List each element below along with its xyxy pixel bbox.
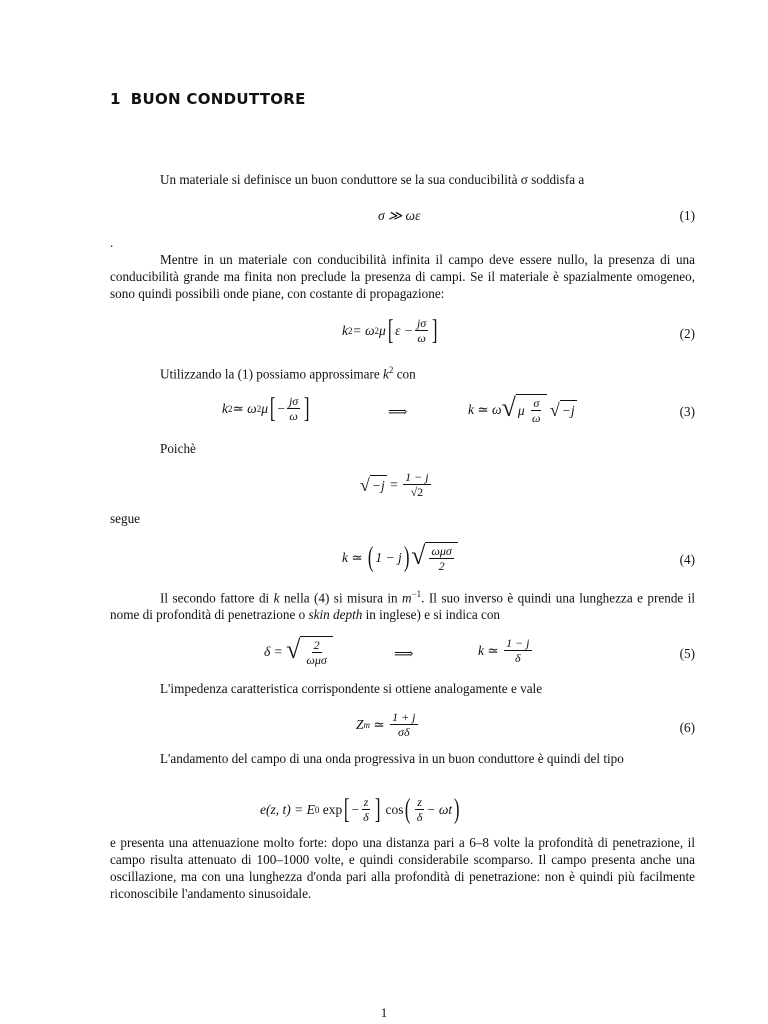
- eq3-right-bracket: ]: [304, 392, 310, 424]
- equation-3: [110, 392, 695, 432]
- paragraph-4: Poichè: [160, 441, 196, 456]
- eq3-arrow: ⟹: [388, 404, 408, 419]
- eq7-lhs: e(z, t) = E: [260, 801, 315, 817]
- eq7-right-paren: ): [454, 793, 460, 825]
- eq2-mid-sup: 2: [374, 325, 380, 336]
- eq2-den: ω: [417, 331, 426, 345]
- eq3-left-bracket: [: [269, 392, 276, 424]
- eq3-rfraction: [530, 396, 542, 425]
- eq4-sqrt: √ $\frac{\text{ωμσ}}{2}$: [411, 542, 458, 573]
- eq3-sup: 2: [228, 403, 233, 414]
- eq6-num: 1 + j: [392, 710, 416, 724]
- equation-3-rhs: [468, 394, 577, 425]
- equation-4: [110, 540, 695, 580]
- equation-4-body: [342, 542, 458, 573]
- eqs-mj: −j: [371, 477, 385, 493]
- eq4-right-paren: ): [403, 541, 410, 573]
- equation-sqrt: [110, 468, 695, 508]
- equation-2-tag: (2): [679, 326, 695, 341]
- equation-sqrt-body: [360, 470, 433, 499]
- paragraph-9: e presenta una attenuazione molto forte: dopo una distanza pari a 6–8 volte la profondità di penetrazione, il campo risulta attenuato di 100–1000 volte, e quindi considerabile scomparso. Il campo presenta anche una oscillazione, ma con una lunghezza d'onda pari alla profondità di penetrazione: non è quindi più facilmente riconoscibile l'andamento sinusoidale.: [110, 835, 695, 901]
- eq2-num: jσ: [416, 316, 427, 330]
- eq6-approx: ≃: [373, 716, 385, 732]
- equation-1: [110, 198, 695, 238]
- eq7-sub: 0: [314, 804, 320, 815]
- eq7-minus: −: [351, 801, 360, 817]
- p6-m: m: [402, 590, 412, 606]
- p3-before: Utilizzando la (1) possiamo approssimare: [160, 366, 380, 382]
- eq5-num: 2: [313, 638, 320, 652]
- eq5-den: ωμσ: [306, 653, 327, 667]
- eq6-lhs: Z: [356, 716, 364, 732]
- eq3-a-sup: 2: [256, 403, 262, 414]
- eq4-paren: 1 − j: [375, 549, 402, 565]
- eq2-mid: = ω: [352, 322, 375, 338]
- eq2-sup: 2: [348, 325, 353, 336]
- equation-6: [110, 708, 695, 748]
- eq5-rhs: k ≃: [478, 642, 499, 658]
- eqs-den-wrap: √2: [410, 485, 424, 499]
- p6-a: Il secondo fattore di: [160, 590, 270, 606]
- eq7-left-paren: (: [405, 793, 411, 825]
- eq3-rden: ω: [532, 411, 541, 425]
- eq6-den: σδ: [398, 725, 410, 739]
- eq3-sqrt-2: √ −j: [549, 399, 575, 420]
- p3-var: k: [383, 366, 389, 382]
- eq5-rfraction: [504, 636, 531, 665]
- eq3-num: jσ: [288, 394, 299, 408]
- eq4-lhs: k ≃: [342, 549, 363, 565]
- eq2-lhs: k: [342, 322, 348, 338]
- section-number: 1: [110, 90, 121, 108]
- p6-c: . Il suo inverso è quindi una lunghezza e prende il nome di profondità di penetrazione o: [110, 590, 696, 623]
- p6-b: nella (4) si misura in: [283, 590, 398, 606]
- eq7-cos: cos: [385, 801, 404, 817]
- eq4-den: 2: [438, 559, 445, 573]
- equation-5-lhs: [264, 636, 333, 667]
- eq3-rnum: σ: [533, 396, 540, 410]
- eq7-num: z: [363, 795, 369, 809]
- p6-d: in inglese) e si indica con: [365, 607, 501, 623]
- eq2-eps: ε −: [395, 322, 413, 338]
- eq4-left-paren: (: [367, 541, 374, 573]
- paragraph-5: segue: [110, 511, 141, 526]
- paragraph-7: L'impedenza caratteristica corrispondente si ottiene analogamente e vale: [160, 681, 543, 696]
- p6-k: k: [273, 590, 280, 606]
- eq3-rhs: k ≃ ω: [468, 401, 502, 417]
- eq7-fraction-1: [361, 795, 371, 824]
- eq7-den: δ: [363, 810, 369, 824]
- eq3-lhs: k: [222, 400, 228, 416]
- paragraph-8: L'andamento del campo di una onda progressiva in un buon conduttore è quindi del tipo: [160, 751, 624, 766]
- eq7-num2: z: [417, 795, 422, 809]
- equation-6-tag: (6): [679, 720, 695, 735]
- equation-3-tag: (3): [679, 404, 695, 419]
- eq7-den2: δ: [416, 810, 423, 824]
- eq6-fraction: [390, 710, 417, 739]
- eq3-den: ω: [289, 409, 298, 423]
- eq7-left-bracket: [: [344, 793, 350, 825]
- equation-7-body: [260, 795, 461, 824]
- eq3-fraction: [287, 394, 300, 423]
- equation-2-body: [342, 316, 440, 345]
- eq5-fraction: [304, 638, 328, 667]
- section-heading: [110, 90, 306, 108]
- p6-em: skin depth: [308, 607, 363, 623]
- equation-5-tag: (5): [679, 646, 695, 661]
- eq3-approx: ≃ ω: [232, 400, 257, 416]
- paragraph-2: Mentre in un materiale con conducibilità infinita il campo deve essere nullo, la presenza di una conducibilità grande ma finita non preclude la presenza di campi. Se il materiale è spazialmente omogeneo, sono quindi possibili onde piane, con costante di propagazione:: [110, 252, 695, 301]
- section-title-text: BUON CONDUTTORE: [130, 90, 306, 108]
- eq3-rmu: μ: [517, 402, 525, 418]
- eq7-right-bracket: ]: [374, 793, 381, 825]
- stray-dot: .: [110, 235, 114, 250]
- eq3-sqrt-1: √ μ $\frac{\sigma}{\omega}$: [502, 394, 547, 425]
- equation-5: [110, 634, 695, 674]
- page-number: 1: [380, 1005, 388, 1020]
- eqs-sqrt: √ −j: [360, 474, 385, 495]
- equation-3-lhs: [222, 394, 312, 423]
- eq3-mu: μ: [261, 400, 268, 416]
- eq5-lhs: δ =: [264, 643, 283, 659]
- eq4-num: ωμσ: [431, 544, 452, 558]
- eq5-rnum: 1 − j: [506, 636, 530, 650]
- eq2-fraction: [415, 316, 428, 345]
- eq5-sqrt: √ $\frac{2}{\text{ωμσ}}$: [286, 636, 333, 667]
- equation-5-rhs: [478, 636, 534, 665]
- equation-1-tag: (1): [679, 208, 695, 223]
- eq3-minus: −: [277, 400, 285, 416]
- eqs-num: 1 − j: [405, 470, 429, 484]
- eq4-fraction: [429, 544, 453, 573]
- eq2-right-bracket: ]: [432, 314, 438, 346]
- eq6-sub: m: [363, 719, 371, 730]
- equation-6-body: [356, 710, 420, 739]
- equation-4-tag: (4): [679, 552, 695, 567]
- eq7-exp: exp: [322, 801, 343, 817]
- eq5-rden: δ: [514, 651, 521, 665]
- eqs-eq: =: [390, 476, 398, 492]
- equation-2: [110, 314, 695, 354]
- p3-after: con: [396, 366, 416, 382]
- eqs-den: 2: [417, 485, 424, 499]
- equation-1-body: σ ≫ ωε: [378, 208, 421, 223]
- paragraph-3: [110, 362, 695, 382]
- p6-exp: −1: [411, 589, 422, 599]
- p3-sup: 2: [388, 365, 394, 375]
- eq2-mu: μ: [379, 322, 386, 338]
- paragraph-6: [110, 586, 695, 623]
- eq5-arrow: ⟹: [394, 646, 414, 661]
- eq2-left-bracket: [: [387, 314, 394, 346]
- paragraph-intro: Un materiale si definisce un buon conduttore se la sua conducibilità σ soddisfa a: [160, 172, 585, 187]
- equation-7: [110, 793, 695, 833]
- eqs-fraction: [403, 470, 430, 499]
- eq7-tail: − ωt: [426, 801, 453, 817]
- eq3-mj: −j: [561, 402, 575, 418]
- eq7-fraction-2: [415, 795, 425, 824]
